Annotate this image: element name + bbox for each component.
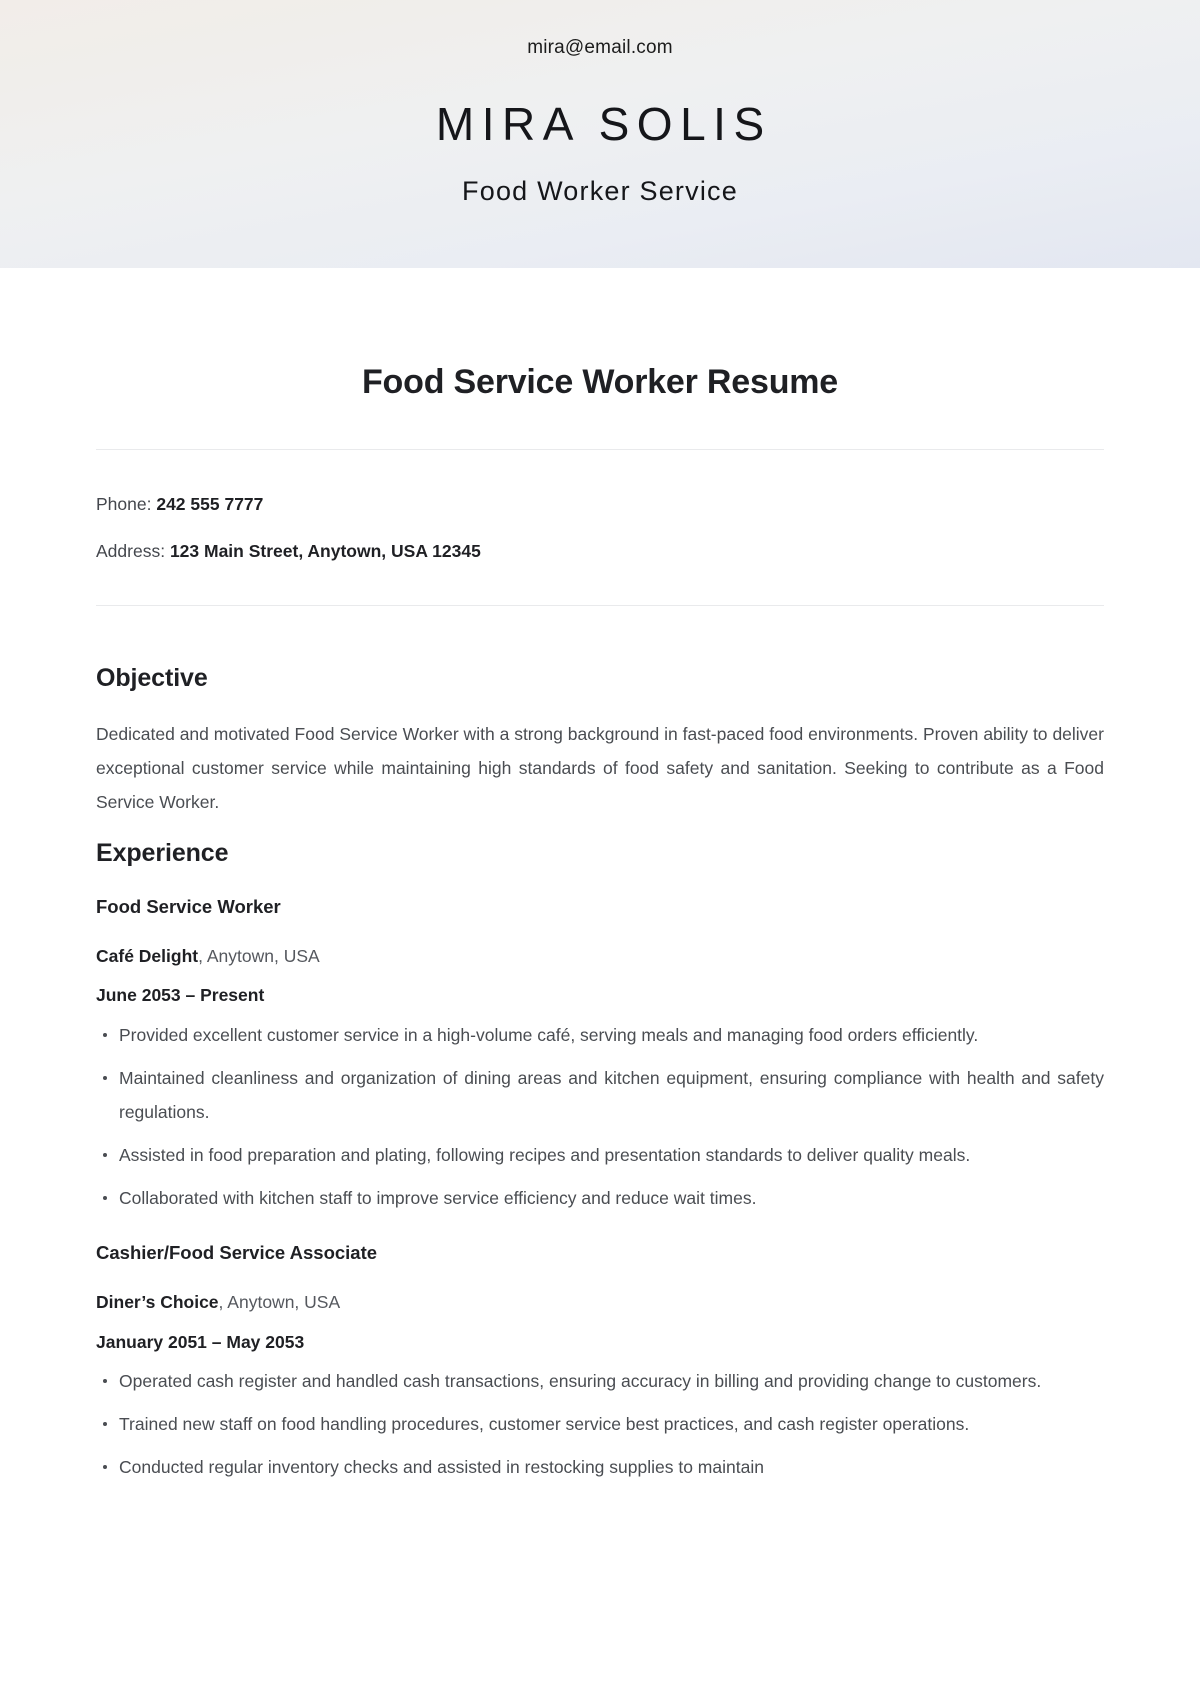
letterhead-role: Food Worker Service bbox=[462, 176, 738, 207]
contact-address-value: 123 Main Street, Anytown, USA 12345 bbox=[169, 540, 481, 561]
job-company-location: , Anytown, USA bbox=[198, 946, 320, 967]
objective-paragraph: Dedicated and motivated Food Service Worker with a strong background in fast-paced food environments. Proven ability to deliver exceptional customer service while maintaining high standards of food safety and sanitation. Seeking to contribute as a Food Service Worker. bbox=[96, 723, 1104, 812]
job-company-row bbox=[96, 944, 1104, 969]
job-dates: June 2053 – Present bbox=[96, 985, 265, 1006]
experience-entry bbox=[96, 1241, 1104, 1484]
contact-phone-row bbox=[96, 492, 1104, 517]
job-bullet-list bbox=[96, 1364, 1104, 1484]
list-item: Assisted in food preparation and plating, following recipes and presentation standards to deliver quality meals. bbox=[96, 1138, 1104, 1172]
contact-phone-value: 242 555 7777 bbox=[156, 493, 264, 514]
section-heading-objective: Objective bbox=[96, 664, 208, 693]
list-item: Maintained cleanliness and organization of dining areas and kitchen equipment, ensuring compliance with health and safety regulations. bbox=[96, 1061, 1104, 1129]
letterhead-banner bbox=[0, 0, 1200, 268]
list-item: Trained new staff on food handling procedures, customer service best practices, and cash register operations. bbox=[96, 1407, 1104, 1441]
contact-phone-label: Phone: bbox=[96, 493, 152, 514]
job-company-row bbox=[96, 1290, 1104, 1315]
job-company-location: , Anytown, USA bbox=[218, 1292, 341, 1313]
list-item: Provided excellent customer service in a high-volume café, serving meals and managing food orders efficiently. bbox=[96, 1018, 1104, 1052]
experience-entry bbox=[96, 895, 1104, 1215]
divider-bottom bbox=[96, 605, 1104, 606]
job-dates: January 2051 – May 2053 bbox=[96, 1331, 305, 1352]
list-item: Operated cash register and handled cash transactions, ensuring accuracy in billing and providing change to customers. bbox=[96, 1364, 1104, 1398]
page-title: Food Service Worker Resume bbox=[361, 363, 838, 401]
section-heading-experience: Experience bbox=[96, 838, 229, 867]
job-company-name: Café Delight bbox=[96, 946, 199, 967]
letterhead-name: MIRA SOLIS bbox=[435, 97, 772, 150]
job-title: Cashier/Food Service Associate bbox=[96, 1242, 378, 1264]
job-company-name: Diner’s Choice bbox=[96, 1292, 219, 1313]
list-item: Collaborated with kitchen staff to improve service efficiency and reduce wait times. bbox=[96, 1181, 1104, 1215]
job-bullet-list bbox=[96, 1018, 1104, 1216]
list-item: Conducted regular inventory checks and assisted in restocking supplies to maintain bbox=[96, 1450, 1104, 1484]
contact-block bbox=[96, 450, 1104, 565]
contact-address-label: Address: bbox=[96, 540, 166, 561]
job-title: Food Service Worker bbox=[96, 896, 281, 918]
contact-address-row bbox=[96, 539, 1104, 564]
document-body bbox=[0, 268, 1200, 1485]
letterhead-email: mira@email.com bbox=[527, 37, 673, 58]
